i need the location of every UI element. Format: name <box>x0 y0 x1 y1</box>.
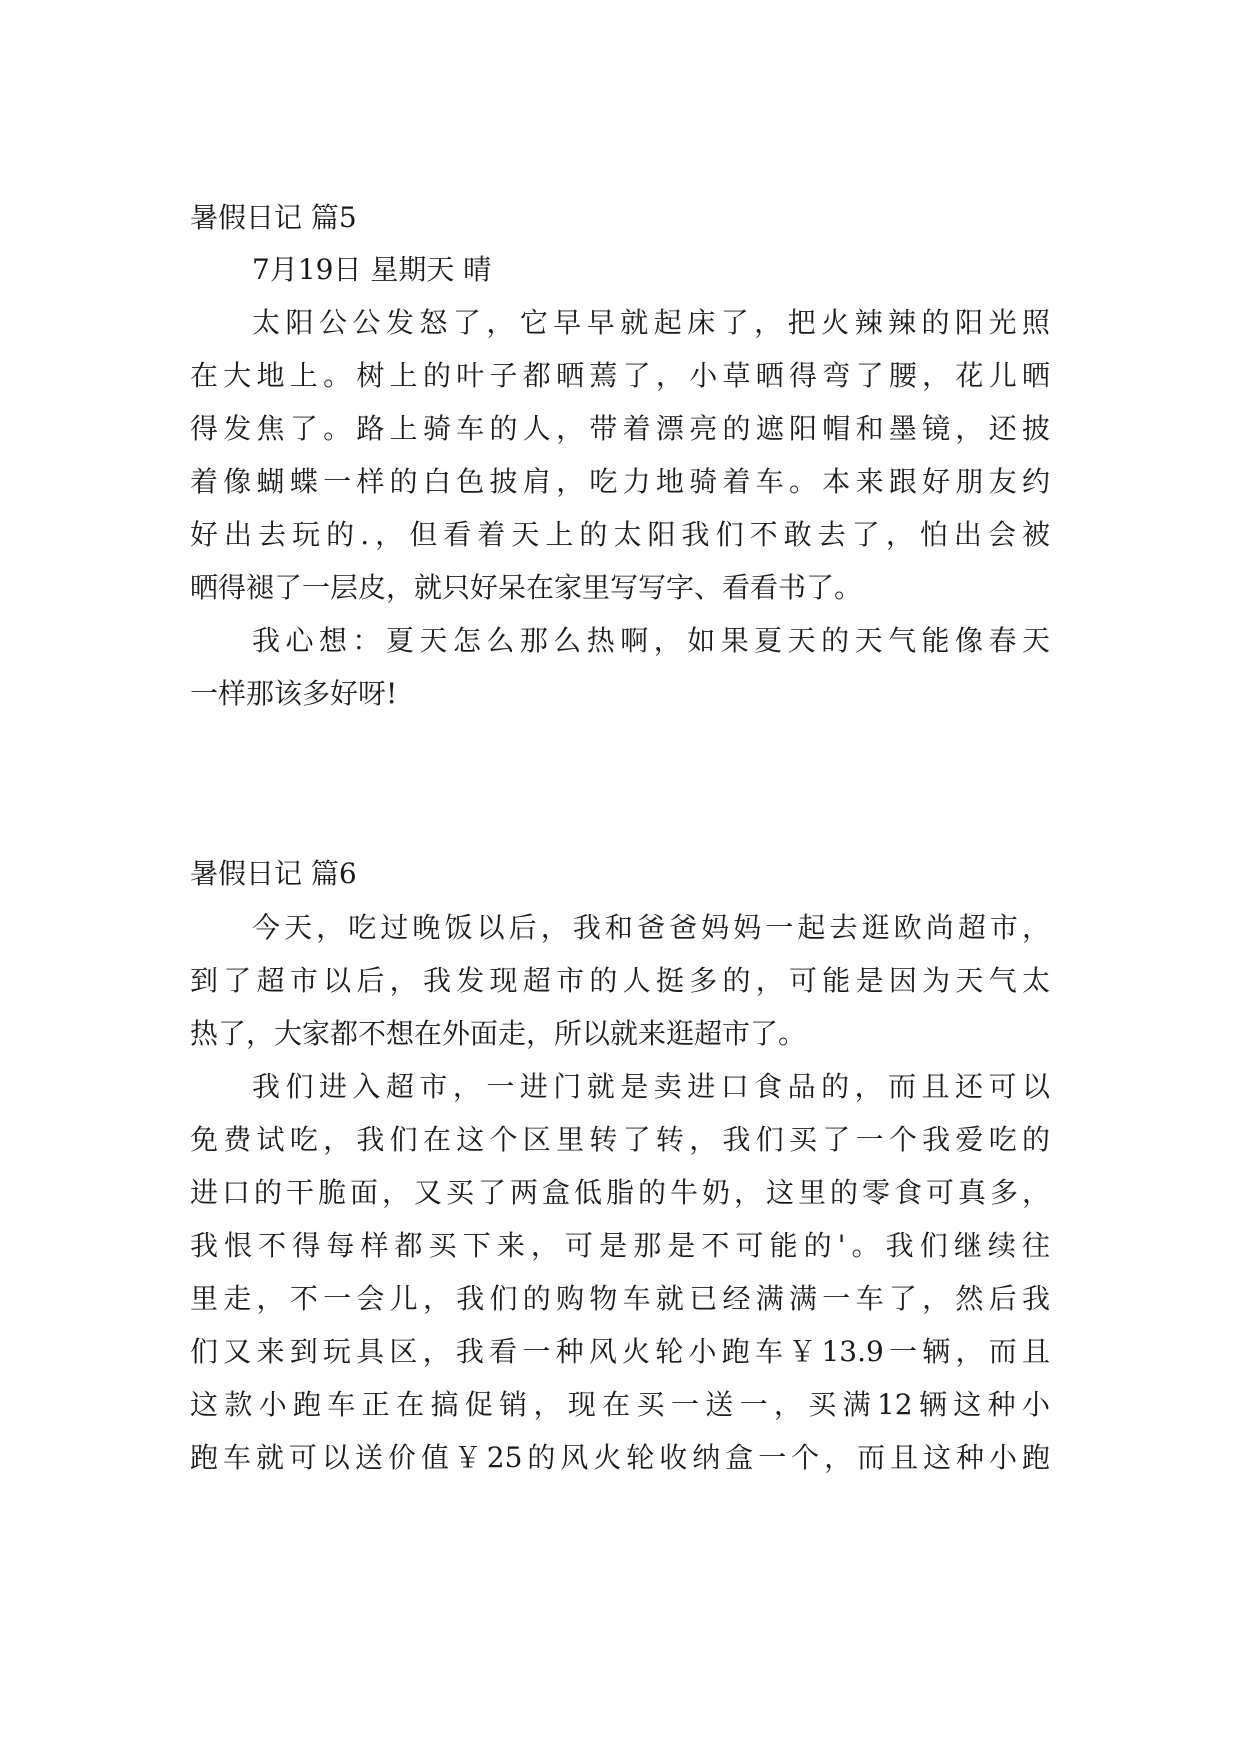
text-line: 好出去玩的.，但看着天上的太阳我们不敢去了，怕出会被 <box>190 518 1050 551</box>
entry-title: 暑假日记 篇6 <box>190 857 357 890</box>
diary-entry-5 <box>190 198 1050 714</box>
diary-entry-6 <box>190 854 1050 1491</box>
text-line: 免费试吃，我们在这个区里转了转，我们买了一个我爱吃的 <box>190 1123 1050 1156</box>
text-line: 我们进入超市，一进门就是卖进口食品的，而且还可以 <box>252 1070 1050 1103</box>
text-line: 热了，大家都不想在外面走，所以就来逛超市了。 <box>190 1017 807 1050</box>
text-line: 得发焦了。路上骑车的人，带着漂亮的遮阳帽和墨镜，还披 <box>190 412 1050 445</box>
text-line: 着像蝴蝶一样的白色披肩，吃力地骑着车。本来跟好朋友约 <box>190 465 1050 498</box>
text-line: 我恨不得每样都买下来，可是那是不可能的'。我们继续往 <box>190 1229 1050 1262</box>
text-line: 我心想：夏天怎么那么热啊，如果夏天的天气能像春天 <box>252 624 1050 657</box>
paragraph <box>190 621 1050 714</box>
text-line: 到了超市以后，我发现超市的人挺多的，可能是因为天气太 <box>190 964 1050 997</box>
text-line: 今天，吃过晚饭以后，我和爸爸妈妈一起去逛欧尚超市， <box>252 911 1050 944</box>
text-line: 太阳公公发怒了，它早早就起床了，把火辣辣的阳光照 <box>252 306 1050 339</box>
text-line: 一样那该多好呀! <box>190 677 398 710</box>
paragraph <box>190 303 1050 608</box>
paragraph <box>190 908 1050 1054</box>
paragraph <box>190 1067 1050 1478</box>
text-line: 进口的干脆面，又买了两盒低脂的牛奶，这里的零食可真多， <box>190 1176 1050 1209</box>
entry-date: 7月19日 星期天 晴 <box>252 253 492 286</box>
text-line: 晒得褪了一层皮，就只好呆在家里写写字、看看书了。 <box>190 571 863 604</box>
text-line: 在大地上。树上的叶子都晒蔫了，小草晒得弯了腰，花儿晒 <box>190 359 1050 392</box>
entry-title: 暑假日记 篇5 <box>190 201 357 234</box>
text-line: 跑车就可以送价值￥25的风火轮收纳盒一个，而且这种小跑 <box>190 1441 1050 1474</box>
text-line: 们又来到玩具区，我看一种风火轮小跑车￥13.9一辆，而且 <box>190 1335 1050 1368</box>
text-line: 这款小跑车正在搞促销，现在买一送一，买满12辆这种小 <box>190 1388 1050 1421</box>
text-line: 里走，不一会儿，我们的购物车就已经满满一车了，然后我 <box>190 1282 1050 1315</box>
